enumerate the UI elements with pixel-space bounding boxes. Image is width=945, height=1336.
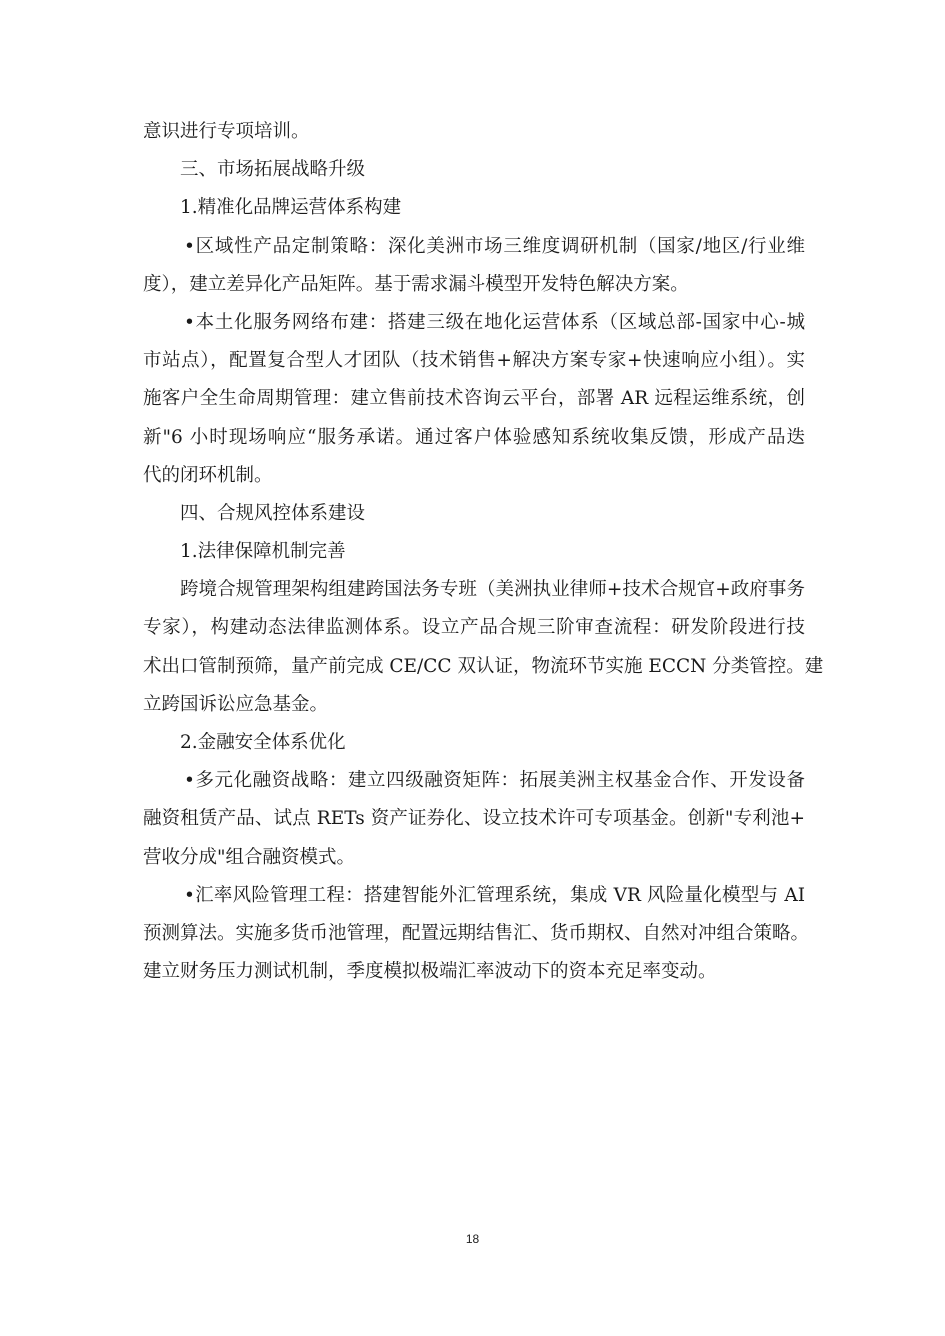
paragraph-line: 立跨国诉讼应急基金。 <box>143 693 329 715</box>
paragraph-line: 建立财务压力测试机制，季度模拟极端汇率波动下的资本充足率变动。 <box>143 961 717 983</box>
paragraph-line: 跨境合规管理架构组建跨国法务专班（美洲执业律师+技术合规官+政府事务 <box>180 579 805 601</box>
paragraph-line: 预测算法。实施多货币池管理，配置远期结售汇、货币期权、自然对冲组合策略。 <box>143 922 810 944</box>
paragraph-line: 融资租赁产品、试点 RETs 资产证券化、设立技术许可专项基金。创新"专利池+ <box>143 808 805 830</box>
subsection-heading: 2.金融安全体系优化 <box>180 732 346 753</box>
bullet-line: •汇率风险管理工程：搭建智能外汇管理系统，集成 VR 风险量化模型与 AI <box>184 884 805 906</box>
paragraph-line: 施客户全生命周期管理：建立售前技术咨询云平台，部署 AR 远程运维系统，创 <box>143 388 805 410</box>
paragraph-line: 术出口管制预筛，量产前完成 CE/CC 双认证，物流环节实施 ECCN 分类管控。建 <box>143 655 824 677</box>
bullet-line: •本土化服务网络布建：搭建三级在地化运营体系（区域总部-国家中心-城 <box>184 311 805 333</box>
paragraph-line: 专家），构建动态法律监测体系。设立产品合规三阶审查流程：研发阶段进行技 <box>143 617 805 639</box>
subsection-heading: 1.法律保障机制完善 <box>180 541 346 563</box>
paragraph-line: 度），建立差异化产品矩阵。基于需求漏斗模型开发特色解决方案。 <box>143 273 689 295</box>
paragraph-line: 市站点），配置复合型人才团队（技术销售+解决方案专家+快速响应小组）。实 <box>143 350 805 372</box>
paragraph-line: 意识进行专项培训。 <box>143 121 310 142</box>
bullet-line: •区域性产品定制策略：深化美洲市场三维度调研机制（国家/地区/行业维 <box>184 235 805 257</box>
section-heading: 四、合规风控体系建设 <box>180 502 366 524</box>
subsection-heading: 1.精准化品牌运营体系构建 <box>180 197 402 219</box>
paragraph-line: 代的闭环机制。 <box>143 464 273 486</box>
section-heading: 三、市场拓展战略升级 <box>180 159 366 181</box>
paragraph-line: 新"6 小时现场响应“服务承诺。通过客户体验感知系统收集反馈，形成产品迭 <box>143 426 805 448</box>
paragraph-line: 营收分成"组合融资模式。 <box>143 846 356 868</box>
page-number: 18 <box>465 1232 480 1246</box>
bullet-line: •多元化融资战略：建立四级融资矩阵：拓展美洲主权基金合作、开发设备 <box>184 770 805 792</box>
document-body <box>143 113 824 991</box>
